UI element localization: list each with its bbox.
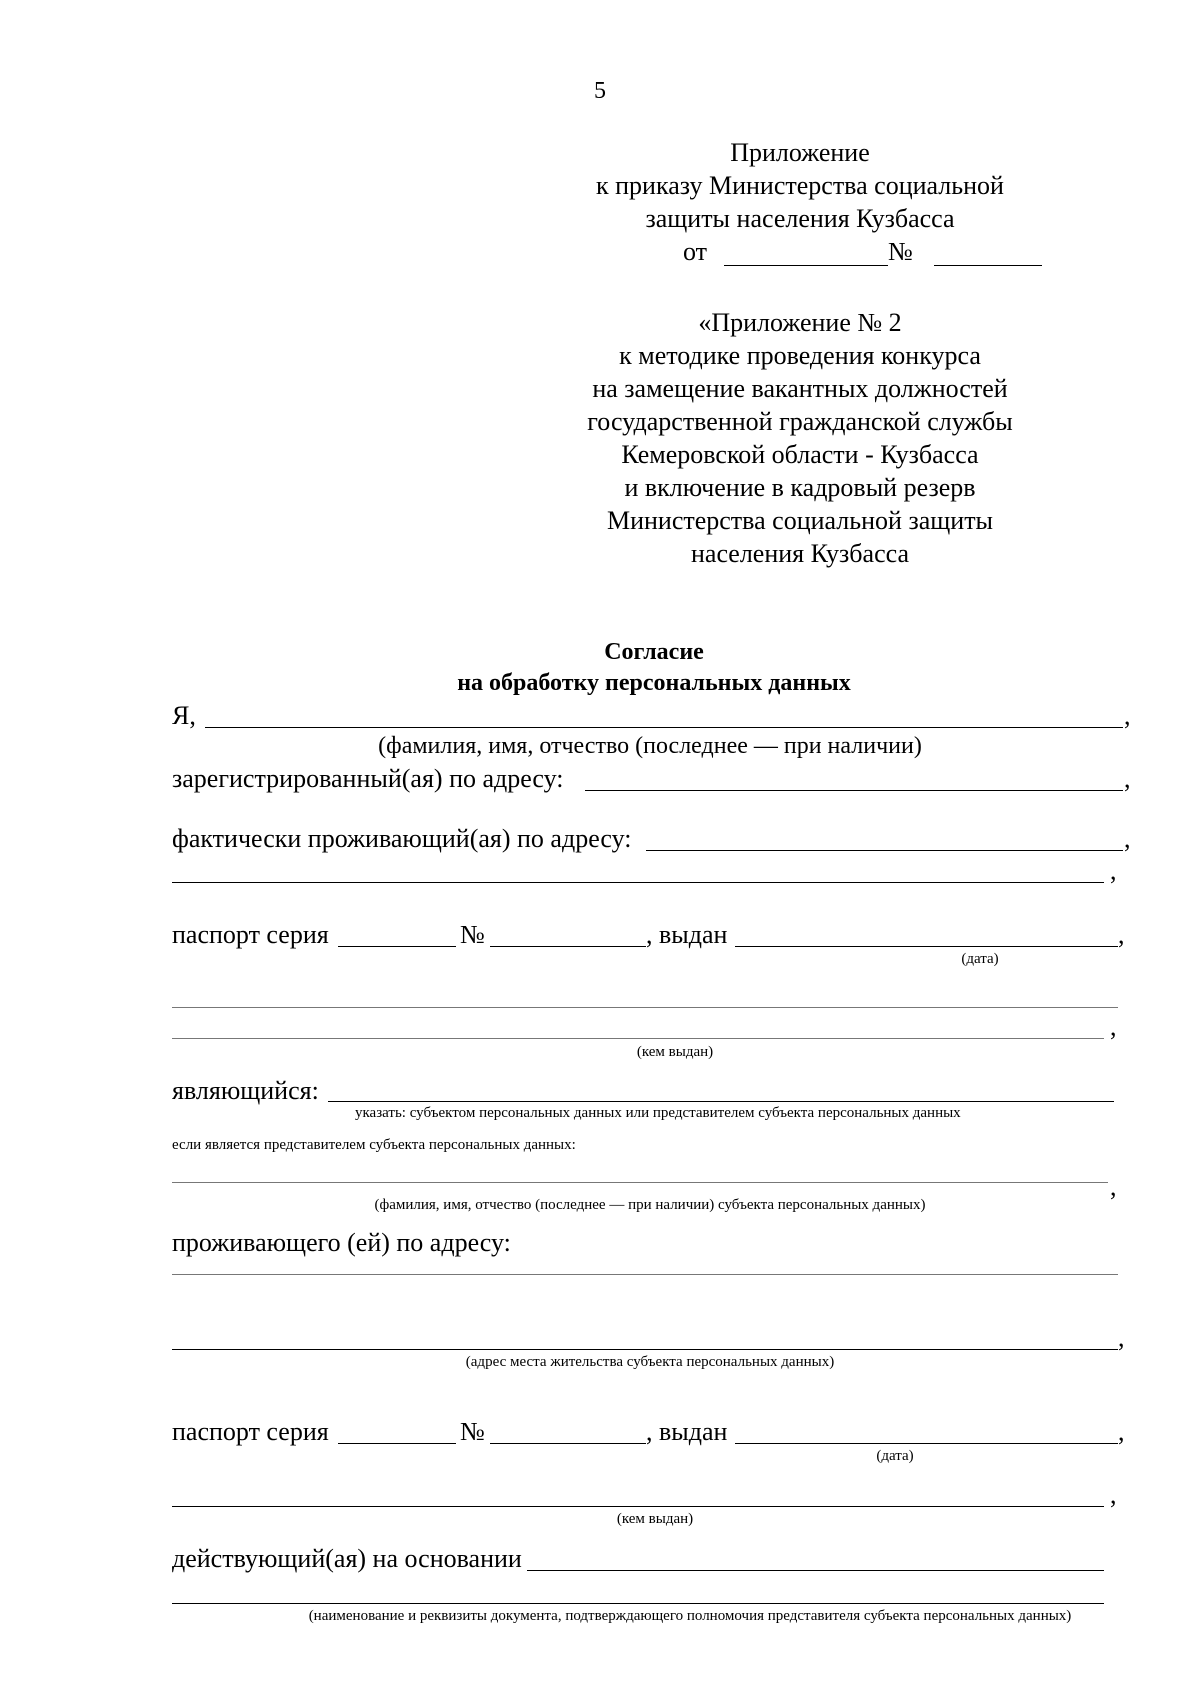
issued-label: , выдан xyxy=(646,1417,728,1446)
issued-by-hint: (кем выдан) xyxy=(636,1044,714,1060)
document-hint: (наименование и реквизиты документа, подтверждающего полномочия представителя субъекта персональных данных) xyxy=(308,1608,1072,1624)
date-hint: (дата) xyxy=(961,951,999,967)
acting-label: действующий(ая) на основании xyxy=(172,1544,522,1573)
issued-by-field[interactable] xyxy=(172,1007,1118,1008)
comma: , xyxy=(1124,764,1131,793)
form-subtitle: на обработку персональных данных xyxy=(457,670,851,696)
passport-series-label: паспорт серия xyxy=(172,1417,329,1446)
if-representative-label: если является представителем субъекта персональных данных: xyxy=(172,1137,576,1153)
issued-by-field-2[interactable] xyxy=(172,1038,1104,1039)
subject-fio-hint: (фамилия, имя, отчество (последнее — при наличии) субъекта персональных данных) xyxy=(374,1197,926,1213)
comma: , xyxy=(1110,1172,1117,1201)
ya-label: Я, xyxy=(172,701,196,730)
order-number-field[interactable] xyxy=(934,265,1042,266)
acting-basis-field[interactable] xyxy=(527,1570,1104,1571)
actual-address-field-2[interactable] xyxy=(172,882,1104,883)
header-date-label: от xyxy=(683,237,708,266)
appendix-line-7: Министерства социальной защиты xyxy=(606,506,994,535)
form-title: Согласие xyxy=(604,639,704,665)
passport-date-field-2[interactable] xyxy=(735,1443,1118,1444)
comma: , xyxy=(1118,1417,1125,1446)
registered-label: зарегистрированный(ая) по адресу: xyxy=(172,764,564,793)
order-date-field[interactable] xyxy=(724,265,888,266)
address-hint: (адрес места жительства субъекта персональных данных) xyxy=(465,1354,835,1370)
passport-number-field-2[interactable] xyxy=(490,1443,646,1444)
being-label: являющийся: xyxy=(172,1076,319,1105)
comma: , xyxy=(1110,1012,1117,1041)
comma: , xyxy=(1110,856,1117,885)
residing-label: проживающего (ей) по адресу: xyxy=(172,1228,511,1257)
residing-address-field-2[interactable] xyxy=(172,1349,1118,1350)
issued-by-hint: (кем выдан) xyxy=(616,1511,694,1527)
issued-by-field-3[interactable] xyxy=(172,1506,1104,1507)
appendix-line-1: «Приложение № 2 xyxy=(698,308,902,337)
header-line-3: защиты населения Кузбасса xyxy=(645,204,955,233)
residing-address-field[interactable] xyxy=(172,1274,1118,1275)
comma: , xyxy=(1118,920,1125,949)
fio-hint: (фамилия, имя, отчество (последнее — при наличии) xyxy=(378,733,922,759)
being-field[interactable] xyxy=(328,1101,1114,1102)
actual-address-field[interactable] xyxy=(646,850,1123,851)
passport-series-field-2[interactable] xyxy=(338,1443,456,1444)
header-line-2: к приказу Министерства социальной xyxy=(596,171,1004,200)
date-hint: (дата) xyxy=(876,1448,914,1464)
header-line-1: Приложение xyxy=(730,138,870,167)
comma: , xyxy=(1118,1323,1125,1352)
passport-number-label: № xyxy=(460,1417,485,1446)
actual-address-label: фактически проживающий(ая) по адресу: xyxy=(172,824,632,853)
appendix-line-6: и включение в кадровый резерв xyxy=(624,473,976,502)
passport-series-field[interactable] xyxy=(338,946,456,947)
appendix-line-8: населения Кузбасса xyxy=(690,539,910,568)
appendix-line-4: государственной гражданской службы xyxy=(587,407,1013,436)
issued-label: , выдан xyxy=(646,920,728,949)
comma: , xyxy=(1110,1480,1117,1509)
subject-fio-field[interactable] xyxy=(172,1182,1108,1183)
passport-date-field[interactable] xyxy=(735,946,1118,947)
being-hint: указать: субъектом персональных данных или представителем субъекта персональных данных xyxy=(355,1105,961,1121)
comma: , xyxy=(1124,701,1131,730)
registered-address-field[interactable] xyxy=(585,790,1123,791)
page-number: 5 xyxy=(594,78,606,104)
acting-basis-field-2[interactable] xyxy=(172,1603,1104,1604)
appendix-line-2: к методике проведения конкурса xyxy=(619,341,981,370)
passport-series-label: паспорт серия xyxy=(172,920,329,949)
comma: , xyxy=(1124,824,1131,853)
passport-number-label: № xyxy=(460,920,485,949)
passport-number-field[interactable] xyxy=(490,946,646,947)
appendix-line-3: на замещение вакантных должностей xyxy=(592,374,1008,403)
fio-field[interactable] xyxy=(205,727,1123,728)
appendix-line-5: Кемеровской области - Кузбасса xyxy=(621,440,979,469)
header-number-label: № xyxy=(888,237,913,266)
